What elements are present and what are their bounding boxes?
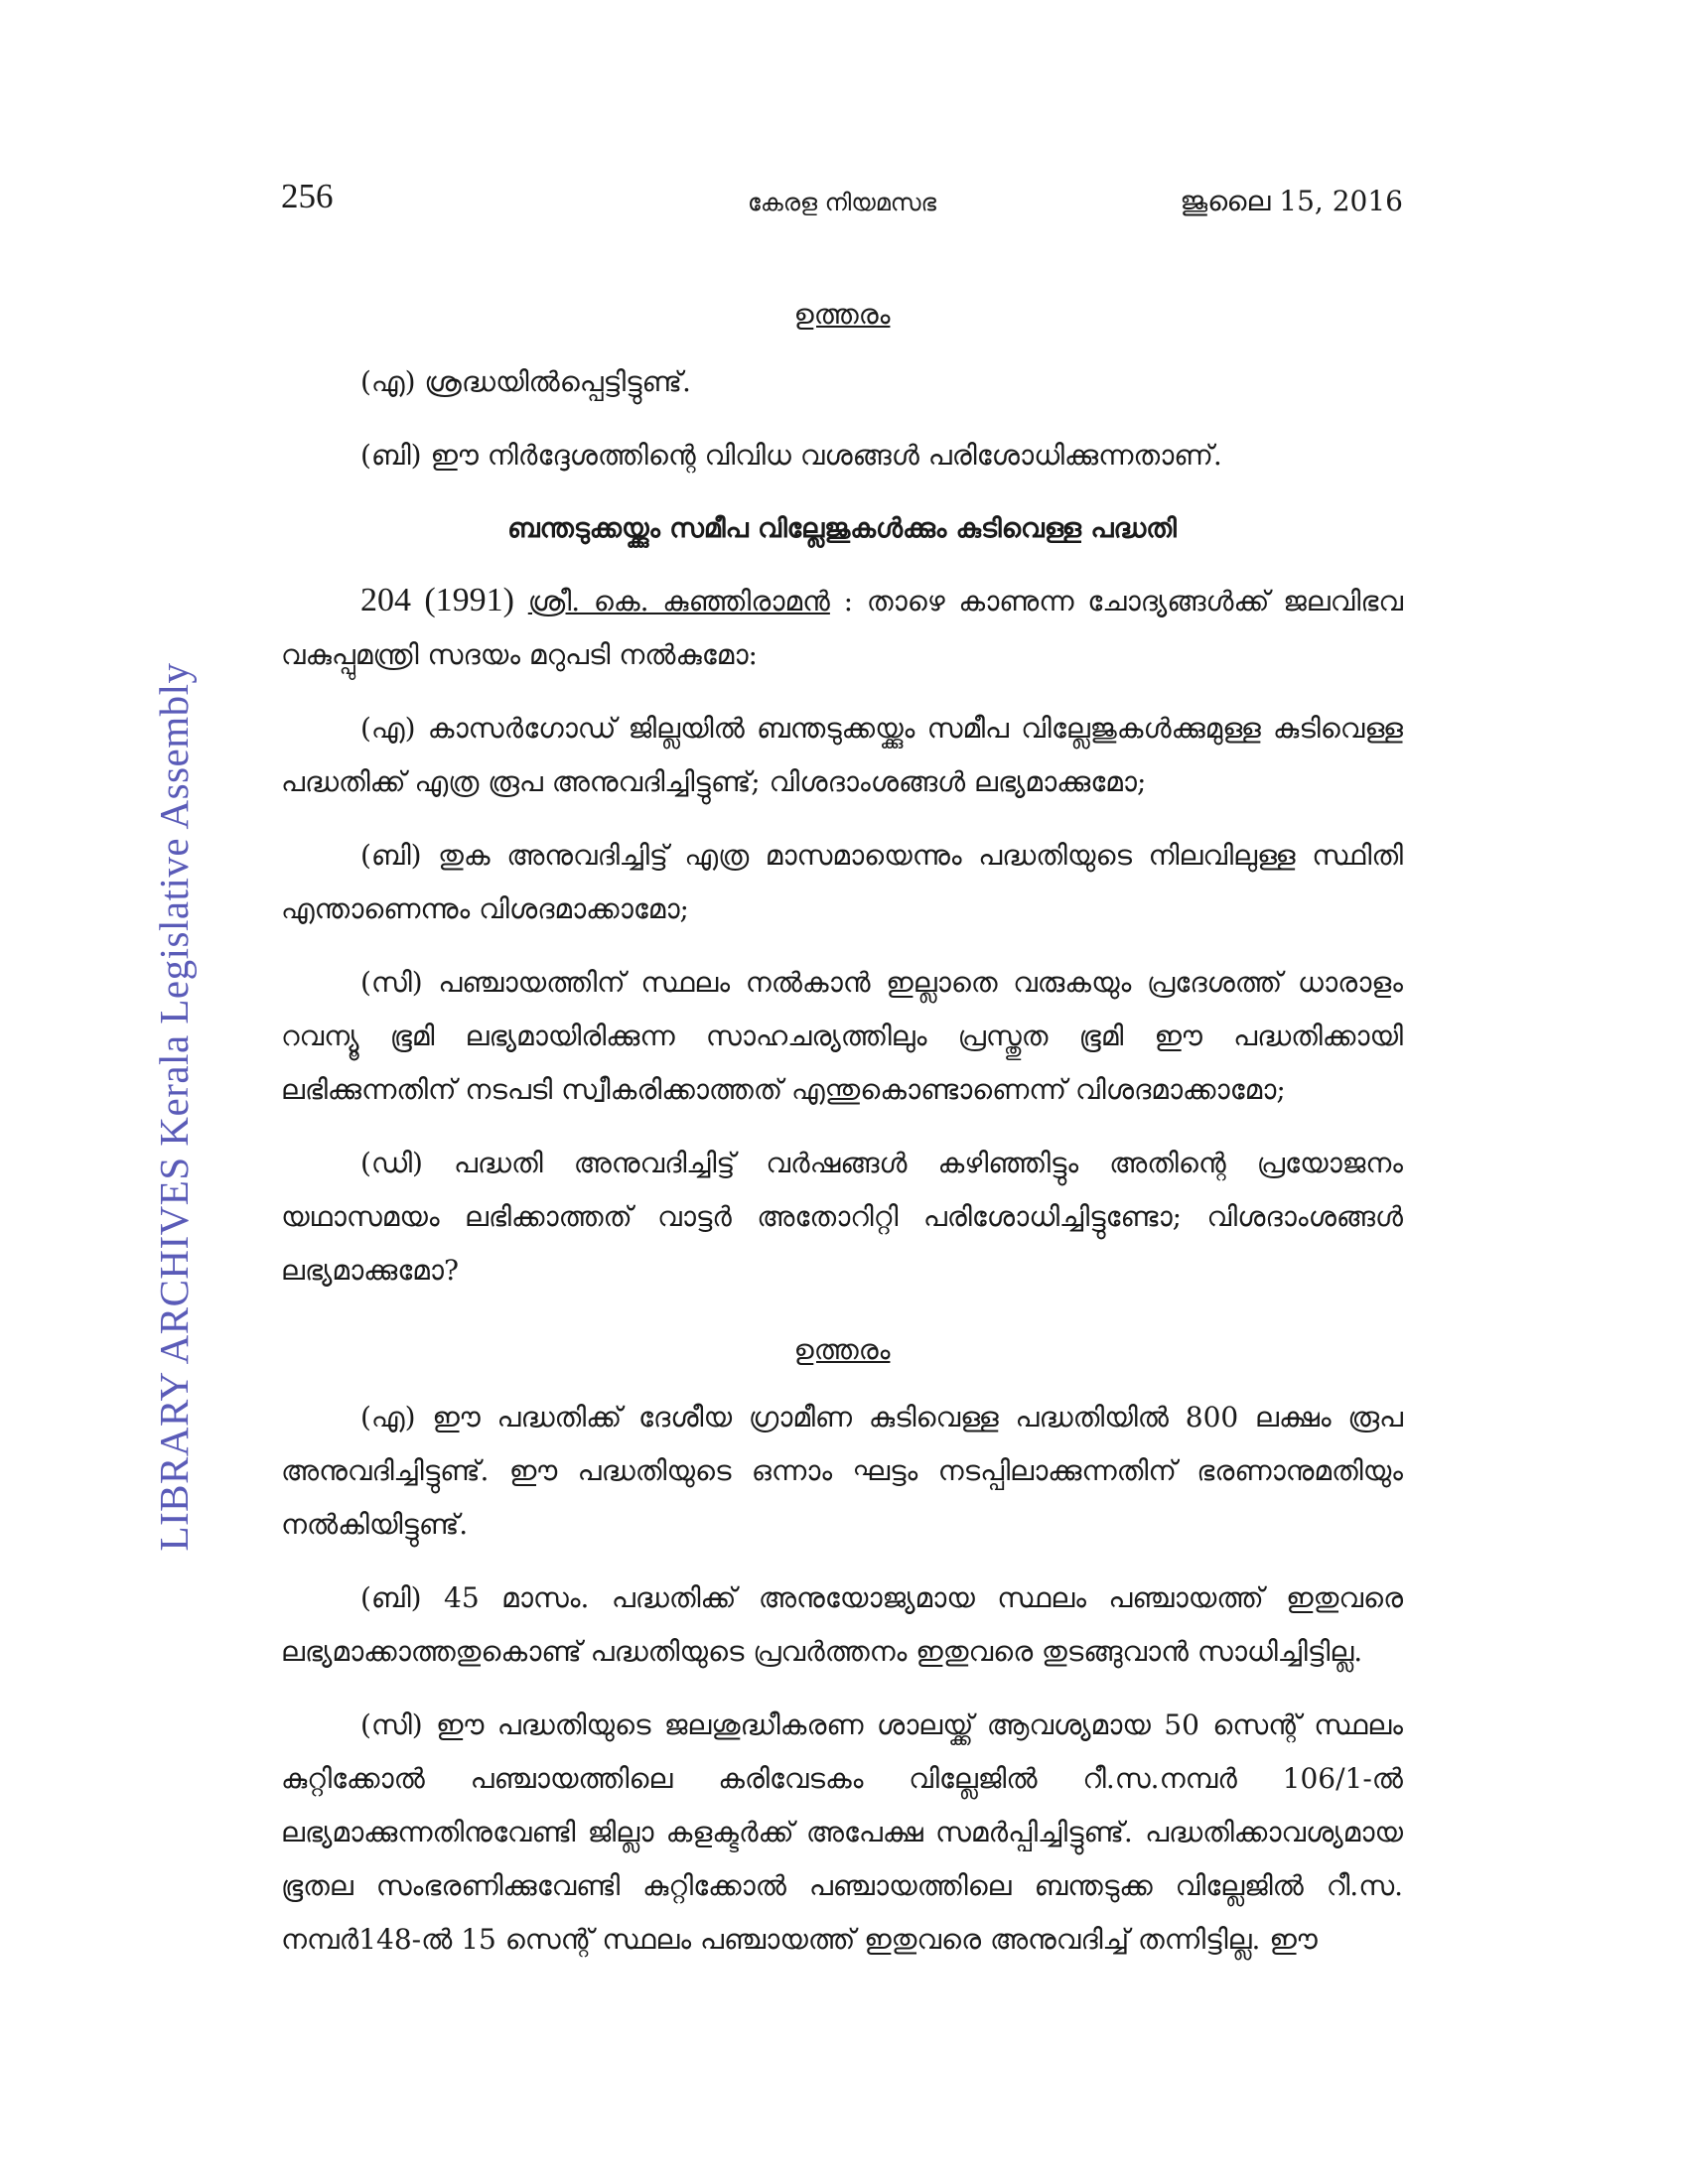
- page-content: [281, 288, 1403, 1986]
- question-c: (സി) പഞ്ചായത്തിന് സ്ഥലം നൽകാൻ ഇല്ലാതെ വരുകയും പ്രദേശത്ത് ധാരാളം റവന്യൂ ഭൂമി ലഭ്യമായിരിക്കുന്ന സാഹചര്യത്തിലും പ്രസ്തുത ഭൂമി ഈ പദ്ധതിക്കായി ലഭിക്കുന്നതിന് നടപടി സ്വീകരിക്കാത്തത് എന്തുകൊണ്ടാണെന്ന് വിശദമാക്കാമോ;: [281, 966, 1403, 1106]
- answer-b: (ബി) 45 മാസം. പദ്ധതിക്ക് അനുയോജ്യമായ സ്ഥലം പഞ്ചായത്ത് ഇതുവരെ ലഭ്യമാക്കാത്തതുകൊണ്ട് പദ്ധതിയുടെ പ്രവർത്തനം ഇതുവരെ തുടങ്ങുവാൻ സാധിച്ചിട്ടില്ല.: [281, 1581, 1403, 1668]
- question-b: (ബി) തുക അനുവദിച്ചിട്ട് എത്ര മാസമായെന്നും പദ്ധതിയുടെ നിലവിലുള്ള സ്ഥിതി എന്താണെന്നും വിശദമാക്കാമോ;: [281, 839, 1403, 925]
- answer-b: (ബി) ഈ നിർദ്ദേശത്തിന്റെ വിവിധ വശങ്ങൾ പരിശോധിക്കുന്നതാണ്.: [360, 439, 1222, 472]
- assembly-name: കേരള നിയമസഭ: [747, 189, 937, 216]
- header-date: ജൂലൈ 15, 2016: [1180, 185, 1403, 217]
- question-intro: [281, 574, 1403, 682]
- answer-heading: ഉത്തരം: [793, 298, 891, 331]
- answer-a: (എ) ഈ പദ്ധതിക്ക് ദേശീയ ഗ്രാമീണ കുടിവെള്ള പദ്ധതിയിൽ 800 ലക്ഷം രൂപ അനുവദിച്ചിട്ടുണ്ട്. ഈ പദ്ധതിയുടെ ഒന്നാം ഘട്ടം നടപ്പിലാക്കുന്നതിന് ഭരണാനുമതിയും നൽകിയിട്ടുണ്ട്.: [281, 1401, 1403, 1541]
- page-number: 256: [281, 177, 334, 215]
- question-intro-text: : താഴെ കാണുന്ന ചോദ്യങ്ങൾക്ക് ജലവിഭവ വകുപ്പുമന്ത്രി സദയം മറുപടി നൽകുമോ:: [281, 585, 1403, 671]
- question-a: (എ) കാസർഗോഡ് ജില്ലയിൽ ബന്തടുക്കയ്ക്കും സമീപ വില്ലേജുകൾക്കുമുള്ള കുടിവെള്ള പദ്ധതിക്ക് എത്ര രൂപ അനുവദിച്ചിട്ടുണ്ട്; വിശദാംശങ്ങൾ ലഭ്യമാക്കുമോ;: [281, 712, 1403, 798]
- member-name: ശ്രീ. കെ. കുഞ്ഞിരാമൻ: [527, 585, 830, 617]
- page-header: [281, 177, 1403, 226]
- answer-heading: ഉത്തരം: [793, 1333, 891, 1366]
- answer-c: (സി) ഈ പദ്ധതിയുടെ ജലശുദ്ധീകരണ ശാലയ്ക്ക് ആവശ്യമായ 50 സെന്റ് സ്ഥലം കുറ്റിക്കോൽ പഞ്ചായത്തിലെ കരിവേടകം വില്ലേജിൽ റീ.സ.നമ്പർ 106/1-ൽ ലഭ്യമാക്കുന്നതിനുവേണ്ടി ജില്ലാ കളക്ടർക്ക് അപേക്ഷ സമർപ്പിച്ചിട്ടുണ്ട്. പദ്ധതിക്കാവശ്യമായ ഭൂതല സംഭരണിക്കുവേണ്ടി കുറ്റിക്കോൽ പഞ്ചായത്തിലെ ബന്തടുക്ക വില്ലേജിൽ റീ.സ. നമ്പർ148-ൽ 15 സെന്റ് സ്ഥലം പഞ്ചായത്ത് ഇതുവരെ അനുവദിച്ച് തന്നിട്ടില്ല. ഈ: [281, 1708, 1403, 1956]
- question-number: 204 (1991): [360, 582, 514, 618]
- question-d: (ഡി) പദ്ധതി അനുവദിച്ചിട്ട് വർഷങ്ങൾ കഴിഞ്ഞിട്ടും അതിന്റെ പ്രയോജനം യഥാസമയം ലഭിക്കാത്തത് വാട്ടർ അതോറിറ്റി പരിശോധിച്ചിട്ടുണ്ടോ; വിശദാംശങ്ങൾ ലഭ്യമാക്കുമോ?: [281, 1147, 1403, 1287]
- question-topic-heading: ബന്തടുക്കയ്ക്കും സമീപ വില്ലേജുകൾക്കും കുടിവെള്ള പദ്ധതി: [507, 513, 1177, 544]
- library-archives-watermark: LIBRARY ARCHIVES Kerala Legislative Assembly: [151, 662, 197, 1552]
- answer-a: (എ) ശ്രദ്ധയിൽപ്പെട്ടിട്ടുണ്ട്.: [360, 365, 691, 398]
